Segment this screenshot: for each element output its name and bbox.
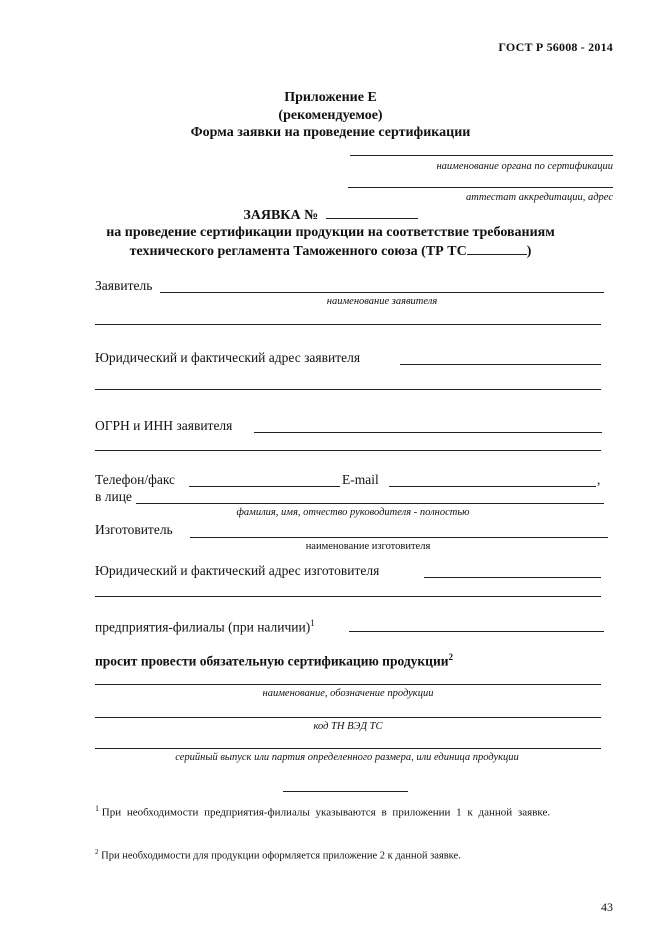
manufacturer-caption: наименование изготовителя <box>305 541 431 552</box>
applicant-field-line2[interactable] <box>95 324 601 325</box>
appendix-status: (рекомендуемое) <box>278 108 383 123</box>
applicant-field[interactable] <box>160 292 604 293</box>
standard-header: ГОСТ Р 56008 - 2014 <box>498 40 613 54</box>
application-title-text: ЗАЯВКА № <box>243 208 319 223</box>
branches-field[interactable] <box>349 631 604 632</box>
ogrn-inn-label: ОГРН и ИНН заявителя <box>95 418 233 433</box>
batch-caption: серийный выпуск или партия определенного размера, или единица продукции <box>175 752 519 763</box>
person-caption: фамилия, имя, отчество руководителя - полностью <box>236 507 470 518</box>
email-label: E-mail <box>342 472 379 487</box>
manufacturer-address-field-line2[interactable] <box>95 596 601 597</box>
tnved-field[interactable] <box>95 717 601 718</box>
product-field[interactable] <box>95 684 601 685</box>
application-line2-close: ) <box>526 244 532 259</box>
appendix-subtitle: Форма заявки на проведение сертификации <box>190 125 471 140</box>
footnote-1-mark: 1 <box>95 804 99 813</box>
accreditation-line[interactable] <box>348 187 613 188</box>
request-footnote-mark: 2 <box>448 652 454 662</box>
phone-fax-field[interactable] <box>189 486 340 487</box>
applicant-address-label: Юридический и фактический адрес заявителя <box>95 350 361 365</box>
footnote-2 <box>95 848 613 862</box>
person-label: в лице <box>95 489 132 504</box>
ogrn-inn-field[interactable] <box>254 432 602 433</box>
application-line1: на проведение сертификации продукции на соответствие требованиям <box>106 225 555 240</box>
manufacturer-label: Изготовитель <box>95 522 173 537</box>
branches-footnote-mark: 1 <box>310 618 315 628</box>
page-number: 43 <box>601 900 613 914</box>
email-comma: , <box>597 472 601 487</box>
applicant-address-field[interactable] <box>400 364 601 365</box>
appendix-title: Приложение Е <box>284 90 377 105</box>
applicant-caption: наименование заявителя <box>326 296 438 307</box>
branches-label <box>95 618 315 636</box>
footnote-1 <box>95 798 613 824</box>
tnved-caption: код ТН ВЭД ТС <box>313 721 383 732</box>
application-number-field[interactable] <box>326 206 418 219</box>
certification-body-caption: наименование органа по сертификации <box>436 161 613 172</box>
certification-body-line[interactable] <box>350 155 613 156</box>
product-caption: наименование, обозначение продукции <box>262 688 434 699</box>
person-field[interactable] <box>136 503 604 504</box>
manufacturer-field[interactable] <box>190 537 608 538</box>
application-line2 <box>0 242 661 260</box>
applicant-label: Заявитель <box>95 278 153 293</box>
request-text <box>95 652 453 670</box>
footnote-separator <box>283 791 408 792</box>
branches-label-text: предприятия-филиалы (при наличии) <box>95 619 311 635</box>
phone-fax-label: Телефон/факс <box>95 472 176 487</box>
tr-ts-number-field[interactable] <box>467 242 527 255</box>
applicant-address-field-line2[interactable] <box>95 389 601 390</box>
request-text-body: просит провести обязательную сертификацию продукции <box>95 653 449 669</box>
application-line2-text: технического регламента Таможенного союза (ТР ТС <box>129 244 467 259</box>
manufacturer-address-field[interactable] <box>424 577 601 578</box>
footnote-2-text: При необходимости для продукции оформляется приложение 2 к данной заявке. <box>101 850 461 862</box>
application-title <box>0 206 661 224</box>
manufacturer-address-label: Юридический и фактический адрес изготовителя <box>95 563 380 578</box>
accreditation-caption: аттестат аккредитации, адрес <box>465 192 613 203</box>
footnote-2-mark: 2 <box>95 848 99 856</box>
footnote-1-text: При необходимости предприятия-филиалы указываются в приложении 1 к данной заявке. <box>101 806 551 819</box>
batch-field[interactable] <box>95 748 601 749</box>
ogrn-inn-field-line2[interactable] <box>95 450 601 451</box>
email-field[interactable] <box>389 486 596 487</box>
